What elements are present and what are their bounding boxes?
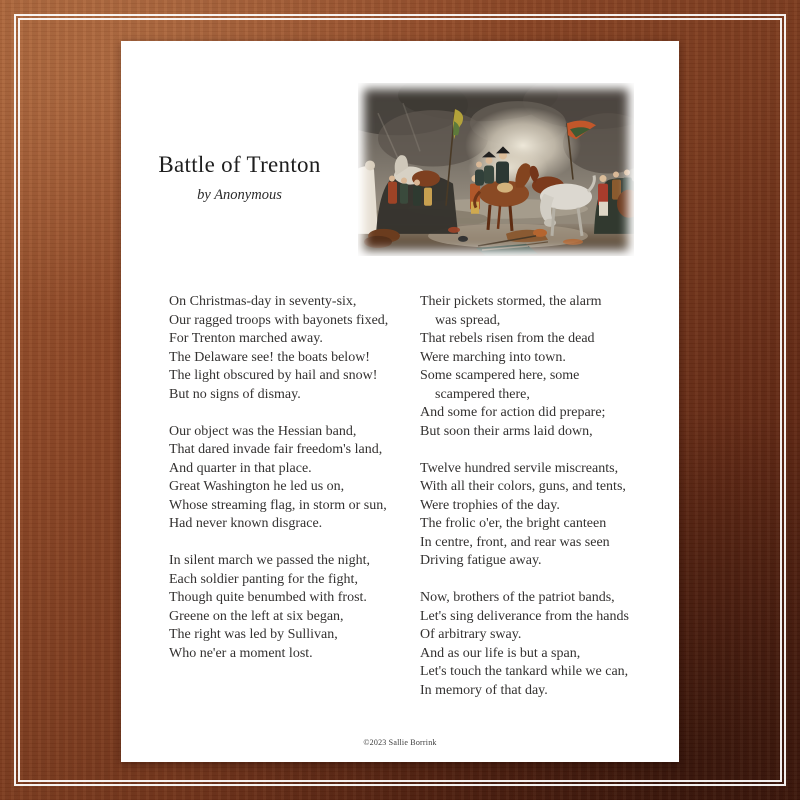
stanza: [169, 293, 420, 404]
poem-line: Now, brothers of the patriot bands,: [420, 590, 615, 605]
poem-line: In memory of that day.: [420, 682, 548, 698]
poem-line: Were trophies of the day.: [420, 497, 560, 513]
poem: [121, 293, 679, 719]
poem-line: Our object was the Hessian band,: [169, 423, 357, 439]
poem-line: Some scampered here, some: [420, 368, 580, 383]
stanza: [420, 460, 671, 571]
poem-line: Though quite benumbed with frost.: [169, 590, 367, 605]
poem-line: That dared invade fair freedom's land,: [169, 442, 383, 457]
poem-line: Their pickets stormed, the alarm: [420, 294, 602, 309]
poem-line: In silent march we passed the night,: [169, 553, 371, 568]
poem-line: Had never known disgrace.: [169, 516, 323, 531]
page-title: Battle of Trenton: [158, 152, 321, 177]
poem-column: [169, 293, 420, 719]
poem-line: In centre, front, and rear was seen: [420, 534, 610, 550]
poem-line: Twelve hundred servile miscreants,: [420, 460, 619, 476]
stanza: [169, 552, 420, 663]
byline: by Anonymous: [197, 187, 282, 203]
poem-line: Who ne'er a moment lost.: [169, 645, 313, 661]
title-block: [121, 41, 358, 256]
poem-line: Great Washington he led us on,: [169, 479, 345, 494]
poem-line: But no signs of dismay.: [169, 386, 301, 402]
stanza: [169, 423, 420, 534]
poem-line: Of arbitrary sway.: [420, 627, 522, 642]
poem-line: was spread,: [435, 312, 501, 328]
poem-line: Let's sing deliverance from the hands: [420, 608, 629, 624]
document-page: [121, 41, 679, 762]
poem-line: For Trenton marched away.: [169, 331, 323, 346]
poem-column: [420, 293, 671, 719]
poem-line: But soon their arms laid down,: [420, 423, 593, 439]
poem-line: The Delaware see! the boats below!: [169, 349, 370, 365]
poem-line: Driving fatigue away.: [420, 553, 542, 568]
poem-line: Let's touch the tankard while we can,: [420, 664, 629, 679]
poem-line: The right was led by Sullivan,: [169, 627, 338, 642]
poem-line: Each soldier panting for the fight,: [169, 571, 358, 587]
page-header: [121, 41, 679, 256]
poem-line: On Christmas-day in seventy-six,: [169, 294, 357, 309]
poem-line: Whose streaming flag, in storm or sun,: [169, 497, 387, 513]
poem-line: And as our life is but a span,: [420, 645, 581, 661]
poem-line: scampered there,: [435, 386, 530, 402]
poem-line: Our ragged troops with bayonets fixed,: [169, 312, 389, 328]
poem-line: And quarter in that place.: [169, 460, 312, 476]
poem-line: Were marching into town.: [420, 349, 566, 365]
poem-line: With all their colors, guns, and tents,: [420, 479, 626, 494]
battle-painting-graphic: [358, 83, 634, 256]
footer-copyright: ©2023 Sallie Borrink: [363, 738, 437, 747]
poem-line: That rebels risen from the dead: [420, 331, 595, 346]
poem-line: And some for action did prepare;: [420, 405, 606, 420]
poem-line: The frolic o'er, the bright canteen: [420, 516, 607, 531]
stanza: [420, 589, 671, 700]
capture-of-the-hessians-at-trenton-painting: [358, 83, 634, 256]
stanza: [420, 293, 671, 441]
poem-line: The light obscured by hail and snow!: [169, 368, 378, 383]
poem-line: Greene on the left at six began,: [169, 608, 344, 624]
